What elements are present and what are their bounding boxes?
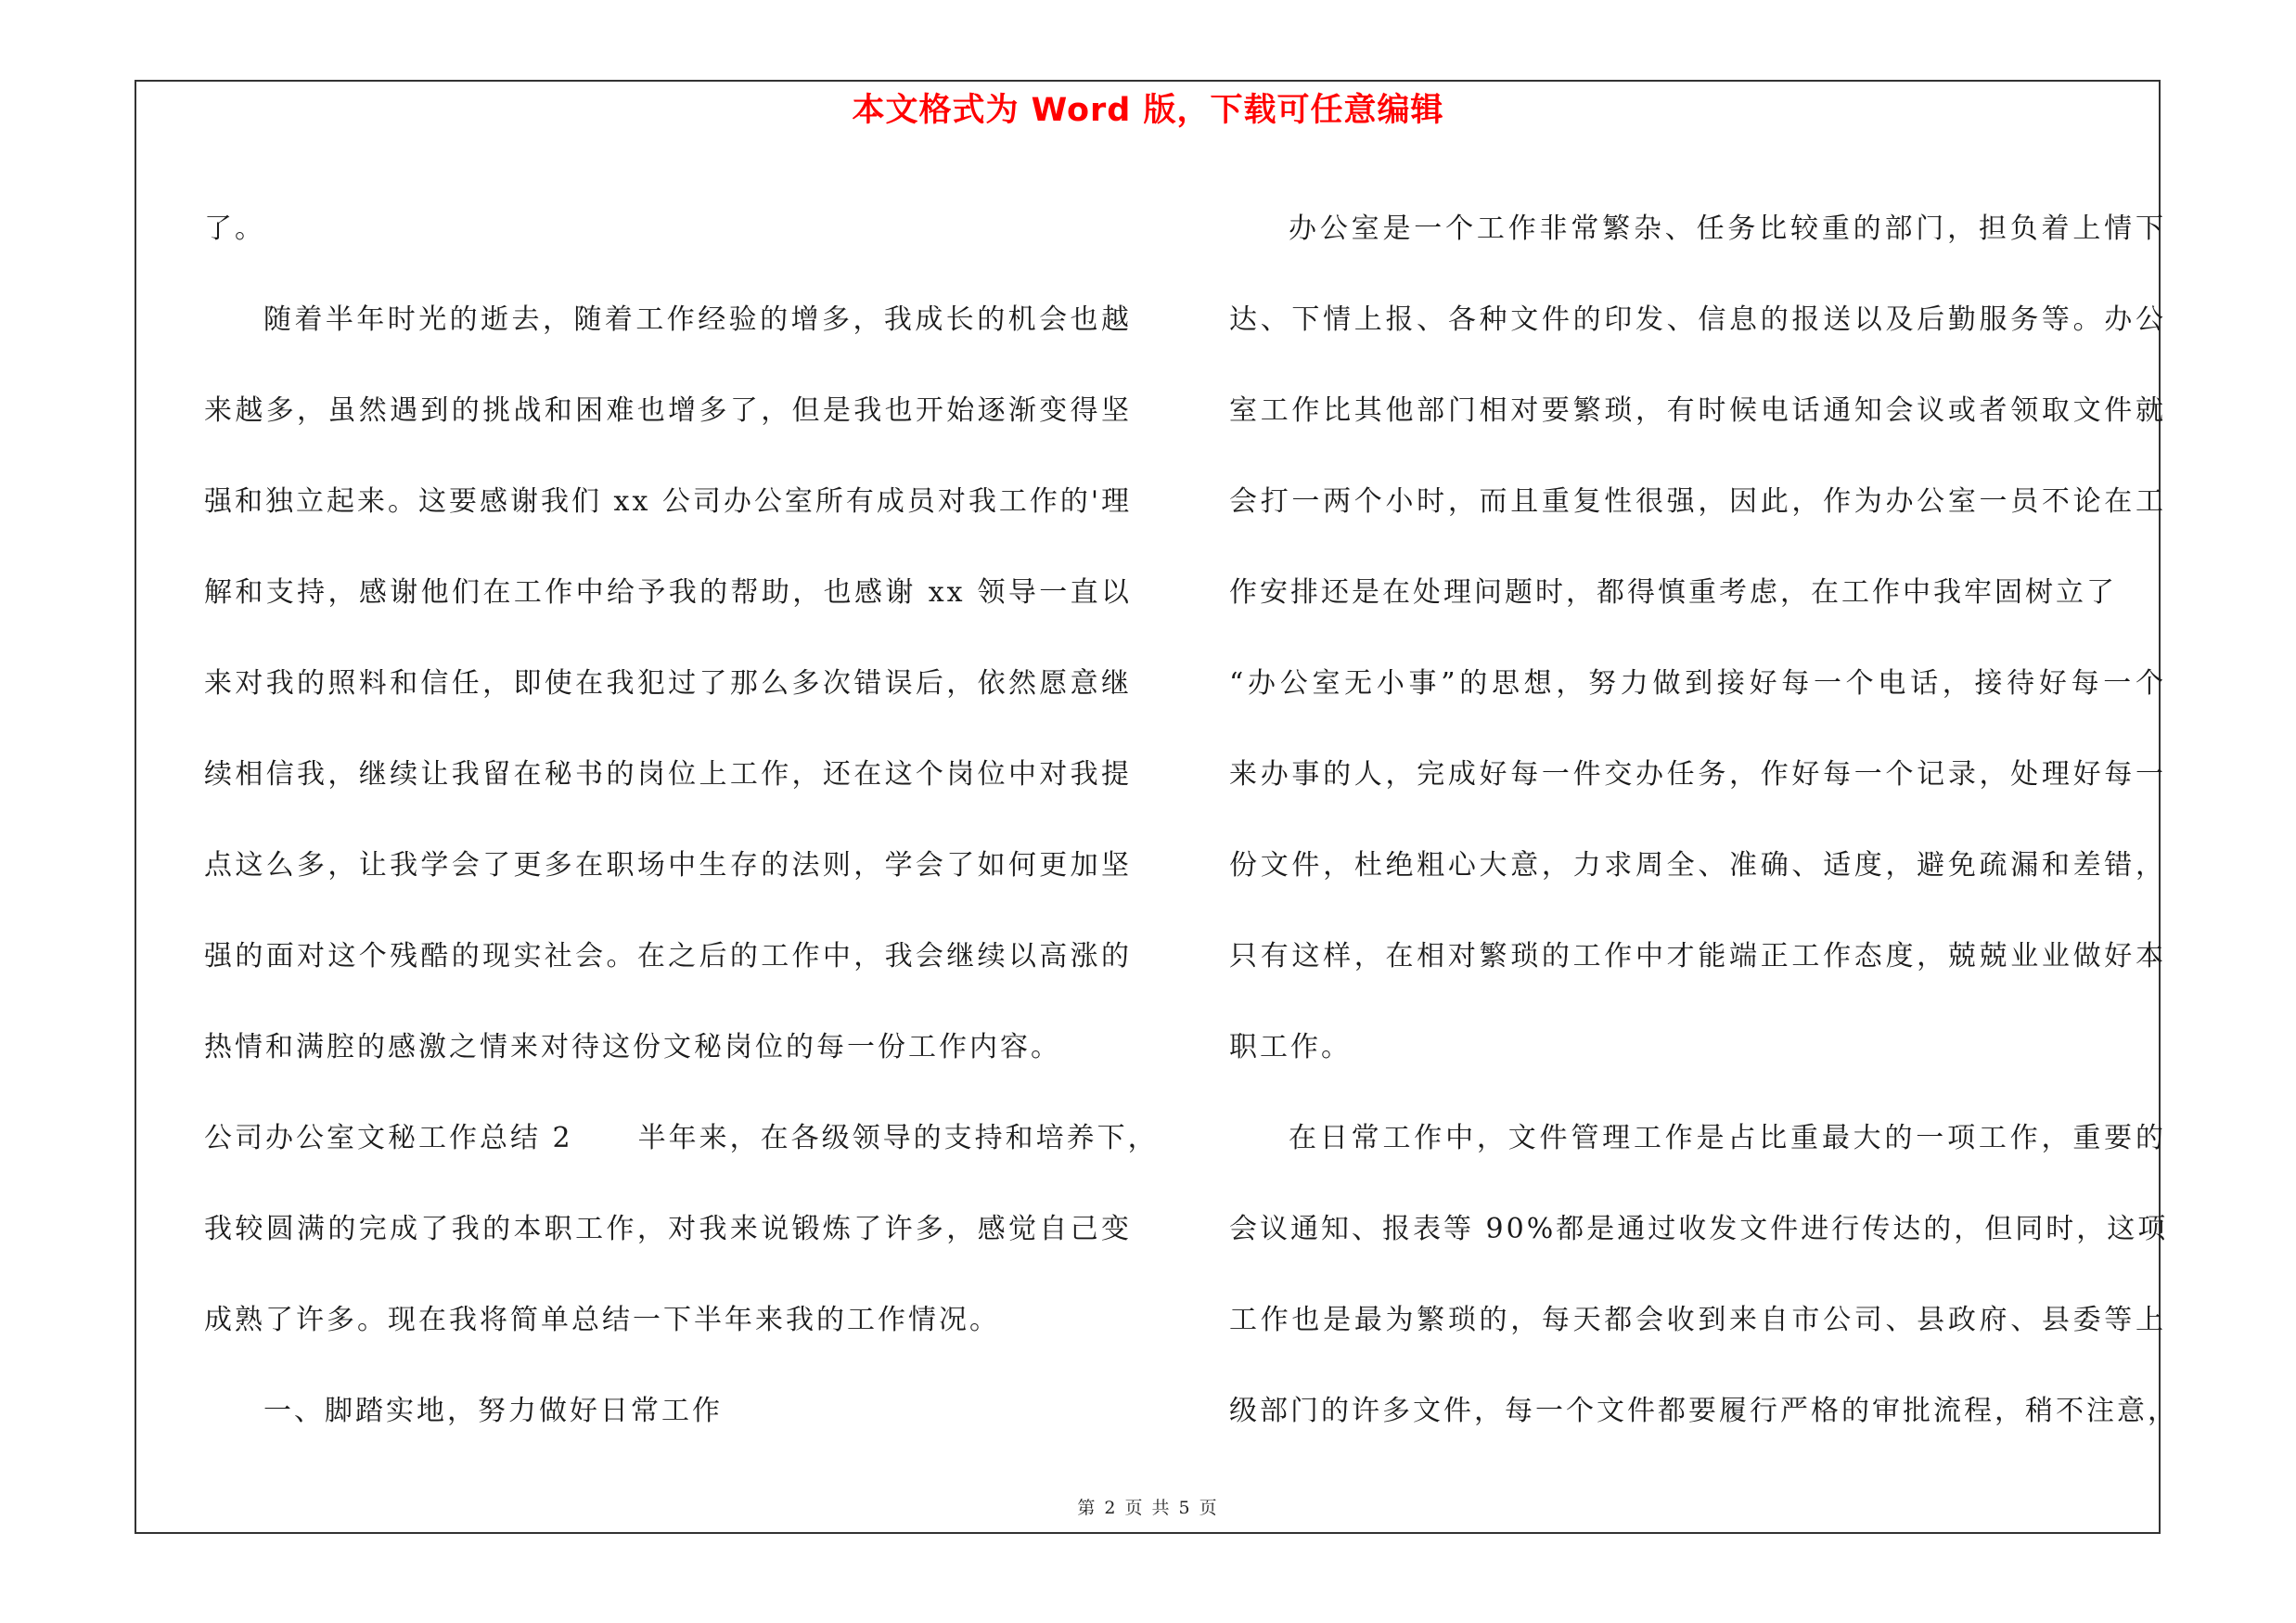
paragraph-line: 随着半年时光的逝去，随着工作经验的增多，我成长的机会也越 bbox=[263, 303, 1132, 336]
paragraph-line: 工作也是最为繁琐的，每天都会收到来自市公司、县政府、县委等上 bbox=[1229, 1304, 2166, 1336]
section-title-line bbox=[204, 1093, 1159, 1184]
paragraph-line: 我较圆满的完成了我的本职工作，对我来说锻炼了许多，感觉自己变 bbox=[204, 1213, 1132, 1245]
paragraph-line: 级部门的许多文件，每一个文件都要履行严格的审批流程，稍不注意， bbox=[1229, 1395, 2178, 1427]
paragraph-line: 达、下情上报、各种文件的印发、信息的报送以及后勤服务等。办公 bbox=[1229, 303, 2166, 336]
paragraph-text: 半年来，在各级领导的支持和培养下， bbox=[637, 1122, 1159, 1154]
paragraph-line: 会议通知、报表等 90%都是通过收发文件进行传达的，但同时，这项 bbox=[1229, 1213, 2169, 1245]
format-notice-banner: 本文格式为 Word 版，下载可任意编辑 bbox=[852, 92, 1444, 129]
paragraph-line: 了。 bbox=[204, 213, 265, 245]
page-number-footer: 第 2 页 共 5 页 bbox=[1077, 1498, 1219, 1518]
paragraph-line: 只有这样，在相对繁琐的工作中才能端正工作态度，兢兢业业做好本 bbox=[1229, 940, 2166, 973]
paragraph-line: 在日常工作中，文件管理工作是占比重最大的一项工作，重要的 bbox=[1289, 1122, 2166, 1154]
paragraph-line: 强的面对这个残酷的现实社会。在之后的工作中，我会继续以高涨的 bbox=[204, 940, 1132, 973]
paragraph-line: 来办事的人，完成好每一件交办任务，作好每一个记录，处理好每一 bbox=[1229, 758, 2166, 791]
paragraph-line: 会打一两个小时，而且重复性很强，因此，作为办公室一员不论在工 bbox=[1229, 485, 2166, 518]
right-text-column bbox=[1229, 184, 2178, 1457]
paragraph-line: 来对我的照料和信任，即使在我犯过了那么多次错误后，依然愿意继 bbox=[204, 667, 1132, 700]
paragraph-line: 成熟了许多。现在我将简单总结一下半年来我的工作情况。 bbox=[204, 1304, 1000, 1336]
section-title: 公司办公室文秘工作总结 2 bbox=[204, 1122, 573, 1154]
paragraph-line: 热情和满腔的感激之情来对待这份文秘岗位的每一份工作内容。 bbox=[204, 1031, 1061, 1063]
paragraph-line: 续相信我，继续让我留在秘书的岗位上工作，还在这个岗位中对我提 bbox=[204, 758, 1132, 791]
paragraph-line: “办公室无小事”的思想，努力做到接好每一个电话，接待好每一个 bbox=[1229, 667, 2166, 700]
paragraph-line: 来越多，虽然遇到的挑战和困难也增多了，但是我也开始逐渐变得坚 bbox=[204, 394, 1132, 427]
paragraph-line: 室工作比其他部门相对要繁琐，有时候电话通知会议或者领取文件就 bbox=[1229, 394, 2166, 427]
paragraph-line: 解和支持，感谢他们在工作中给予我的帮助，也感谢 xx 领导一直以 bbox=[204, 576, 1132, 609]
paragraph-line: 份文件，杜绝粗心大意，力求周全、准确、适度，避免疏漏和差错， bbox=[1229, 849, 2166, 882]
paragraph-line: 强和独立起来。这要感谢我们 xx 公司办公室所有成员对我工作的'理 bbox=[204, 485, 1133, 518]
paragraph-line: 作安排还是在处理问题时，都得慎重考虑，在工作中我牢固树立了 bbox=[1229, 576, 2117, 609]
paragraph-line: 办公室是一个工作非常繁杂、任务比较重的部门，担负着上情下 bbox=[1289, 213, 2166, 245]
left-text-column bbox=[204, 184, 1159, 1457]
paragraph-line: 点这么多，让我学会了更多在职场中生存的法则，学会了如何更加坚 bbox=[204, 849, 1132, 882]
subheading-line: 一、脚踏实地，努力做好日常工作 bbox=[263, 1395, 723, 1427]
paragraph-line: 职工作。 bbox=[1229, 1031, 1352, 1063]
